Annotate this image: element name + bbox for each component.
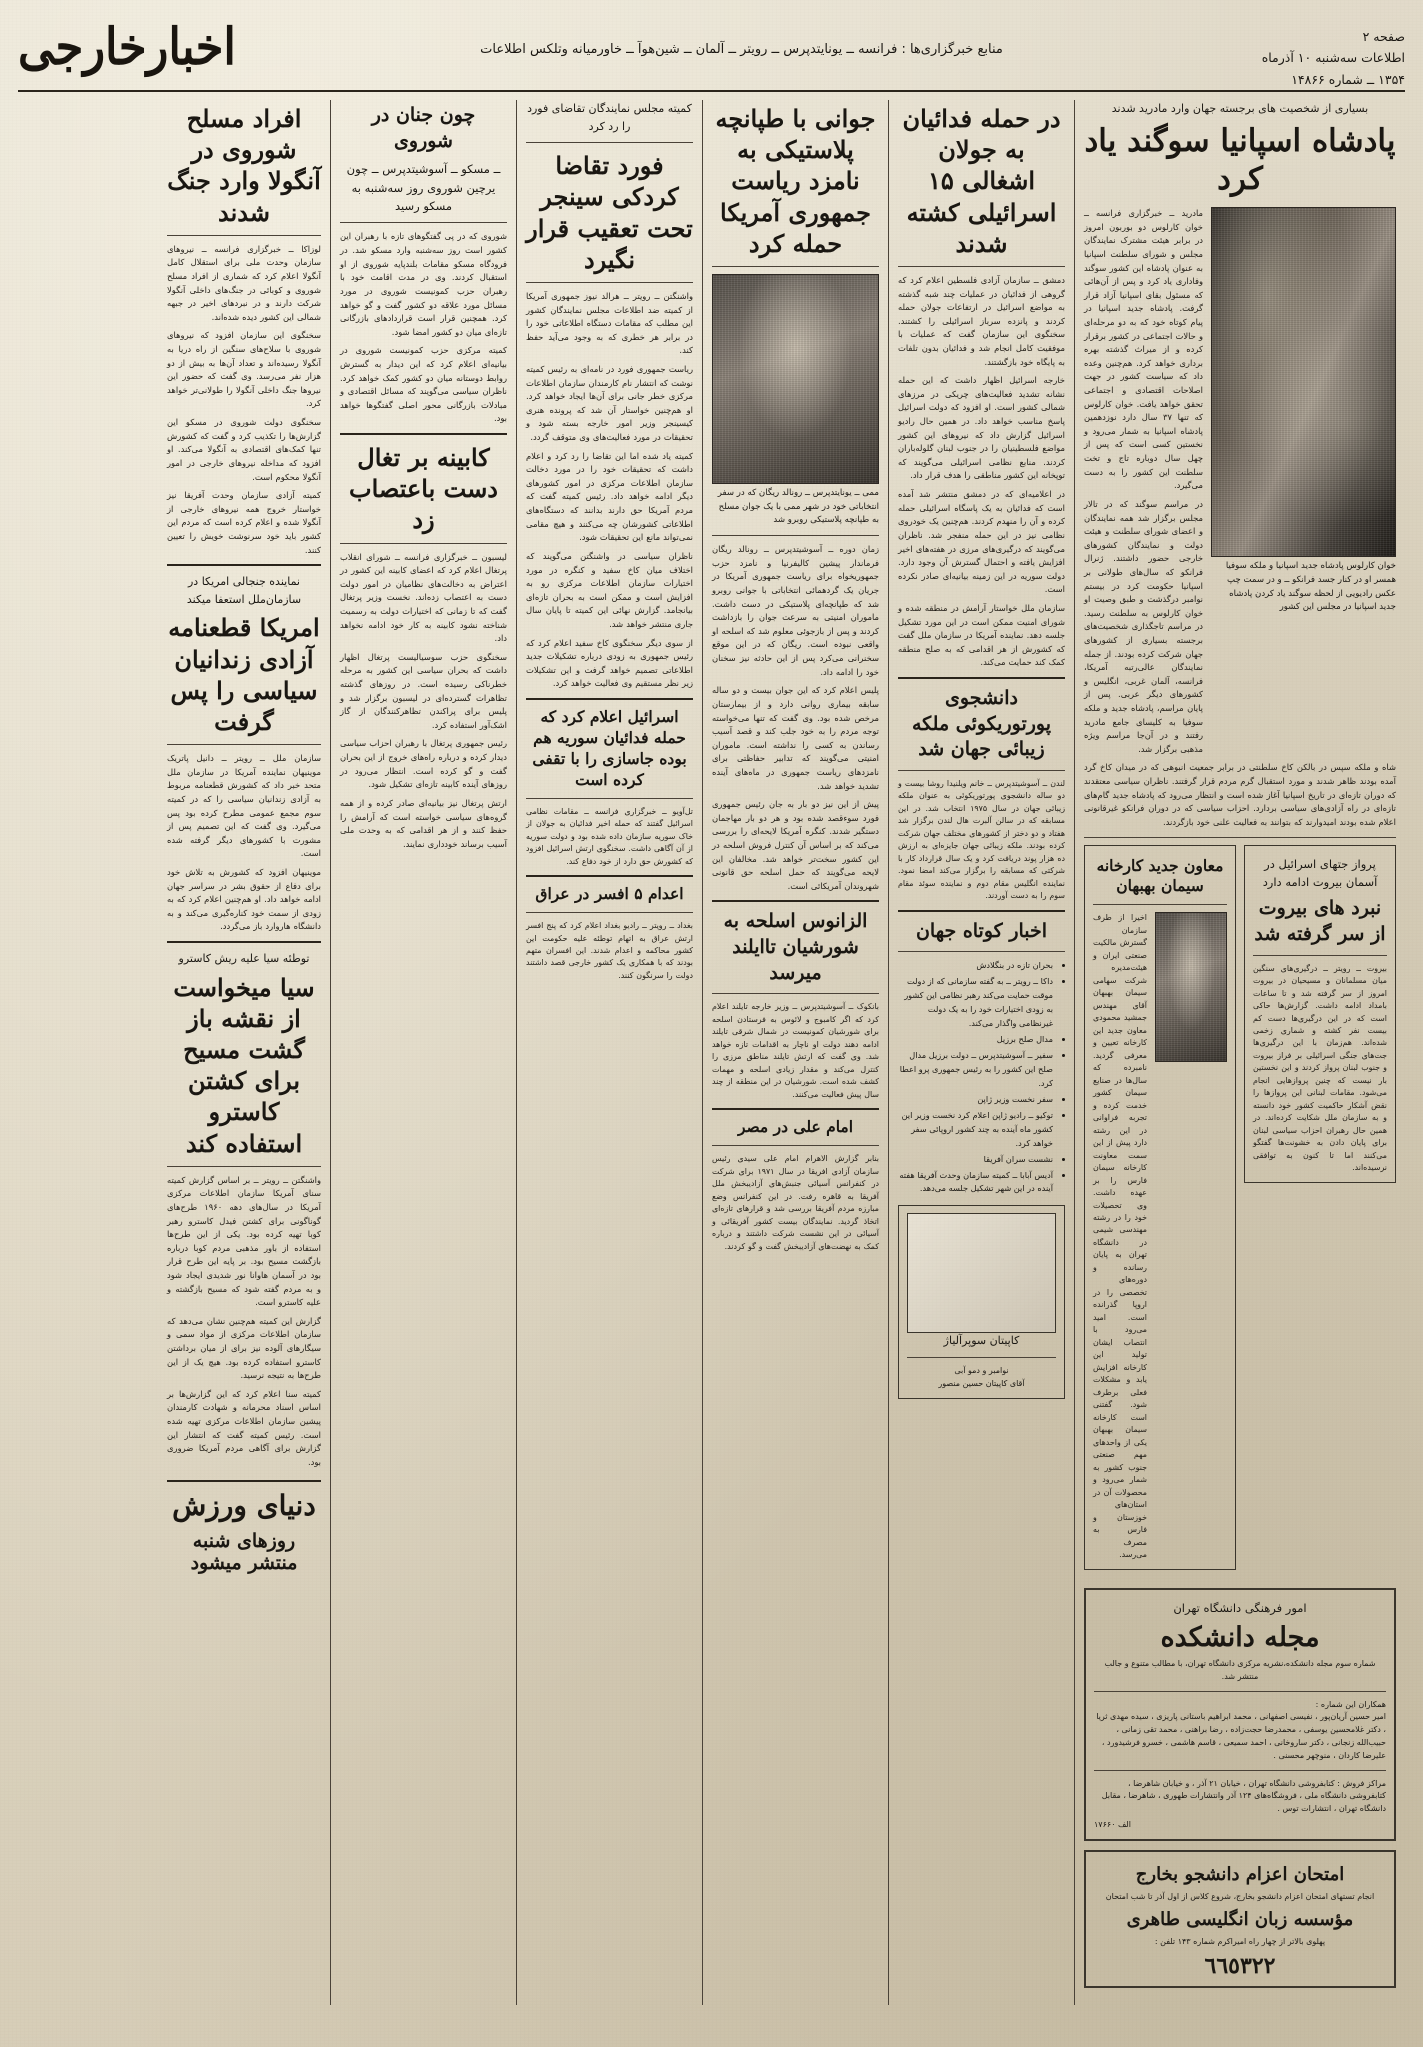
list-item: • بحران تازه در بنگلادش xyxy=(898,959,1053,973)
portugal-body-3: رئیس جمهوری پرتغال با رهبران احزاب سیاسی دیدار کرده و درباره راه‌های خروج از این بحران گفت و گو کرده است. انتظار می‌رود در روزهای آینده کابینه تازه‌ای تشکیل شود. xyxy=(340,738,507,790)
ad-university-address: مراکز فروش : کتابفروشی دانشگاه تهران ، خیابان ۲۱ آذر ، و خیابان شاهرضا ، کتابفروشی دانشگاه ملی ، فروشگاه‌های ۱۲۴ آذر وانتشارات طهوری ، شاهرضا ، مقابل دانشگاه تهران ، انتشارات توس . xyxy=(1101,1778,1386,1814)
soviet-body-1: شوروی که در پی گفتگوهای تازه با رهبران این کشور است روز سه‌شنبه وارد مسکو شد. در فرودگاه مسکو مقامات بلندپایه شوروی از او استقبال کردند. وی در مدت اقامت خود با رهبران حزب کمونیست شوروی در مورد مسائل مورد علاقه دو کشور گفت و گو خواهد کرد. همچنین قرار است قراردادهای بازرگانی تازه‌ای میان دو کشور امضا شود. xyxy=(340,231,507,337)
article-body-b: در مراسم سوگند که در تالار مجلس برگزار شد همه نمایندگان و اعضای شورای سلطنت و هیئت دولت و نمایندگان کشورهای خارجی حضور داشتند. ژنرال فرانکو که سال‌های طولانی بر اسپانیا حکومت کرد در بیستم نوامبر درگذشت و طبق وصیت او خوان کارلوس به سلطنت رسید. در مراسم تاجگذاری شخصیت‌های برجسته بسیاری از کشورهای جهان شرکت کرده بودند. از جمله نمایندگان عالی‌رتبه آمریکا، فرانسه، آلمان غربی، انگلیس و کشورهای دیگر عربی. پس از پایان مراسم، پادشاه جدید و ملکه سوفیا به کلیسای جامع مادرید رفتند و در آن‌جا مراسم ویژه مذهبی برگزار شد. xyxy=(1084,498,1203,754)
list-item: • سفر نخست وزیر ژاپن xyxy=(898,1093,1053,1107)
photo-reagan xyxy=(712,274,879,484)
ad-university-contrib-label: همکاران این شماره : xyxy=(1315,1699,1386,1709)
newspaper-logo xyxy=(18,14,308,77)
headline-soviet-visit: چون جنان در شوروی xyxy=(371,104,476,152)
headline-thailand-arms: الزانوس اسلحه به شورشیان تاایلند میرسد xyxy=(723,910,868,984)
sidebar-beirut-body: بیروت ــ رویتر ــ درگیری‌های سنگین میان مسلمانان و مسیحیان در بیروت امروز از سر گرفته شد و تا ساعات بامداد ادامه داشت. گزارش‌ها حاکی است که در این درگیری‌ها دست کم بیست نفر کشته و شماری زخمی شده‌اند. هم‌زمان با این درگیری‌ها جت‌های جنگی اسرائیلی بر فراز بیروت و جنوب لبنان پرواز کردند و این نخستین بار نیست که چنین پروازهایی انجام می‌شود. مقامات لبنانی این پروازها را نقض آشکار حاکمیت کشور خود دانسته و به سازمان ملل شکایت کرده‌اند. در همین حال رهبران احزاب سیاسی لبنان برای پایان دادن به خشونت‌ها گفتگو می‌کنند اما تا کنون به توافقی نرسیده‌اند. xyxy=(1253,963,1387,1173)
ad-captain-sub: نوامبر و دمو آبی xyxy=(954,1365,1009,1375)
kissinger-body-1: واشنگتن ــ رویتر ــ هرالد نیوز جمهوری آمریکا از کمیته ضد اطلاعات مجلس نمایندگان کشور این مطلب که مقامات دستگاه اطلاعاتی خود را در برابر هر خطری که به وجود می‌آید حفظ کند. xyxy=(526,290,693,356)
headline-angola: افراد مسلح شوروی در آنگولا وارد جنگ شدند xyxy=(167,104,321,227)
angola-body-1: لوزاکا ــ خبرگزاری فرانسه ــ نیروهای سازمان وحدت ملی برای استقلال کامل آنگولا اعلام کرد که شماری از افراد مسلح شوروی و کوبائی در جنگ‌های داخلی آنگولا شرکت دارند و در نبردهای اخیر در جبهه شمالی این کشور دیده شده‌اند. xyxy=(167,243,321,322)
sidebar-beirut xyxy=(1244,845,1396,1183)
moynihan-body-2: موینیهان افزود که کشورش به تلاش خود برای دفاع از حقوق بشر در سراسر جهان ادامه خواهد داد. او هم‌چنین اعلام کرد که به زودی از سمت خود کناره‌گیری می‌کند و به دانشگاه هاروارد باز می‌گردد. xyxy=(167,866,321,932)
headline-reagan-attack: جوانی با طپانچه پلاستیکی به نامزد ریاست جمهوری آمریکا حمله کرد xyxy=(715,104,876,258)
reagan-body-2: پلیس اعلام کرد که این جوان بیست و دو ساله سابقه بیماری روانی دارد و از بیمارستان مرخص شده بود. وی گفت که تنها می‌خواسته توجه مردم را به خود جلب کند و قصد آسیب رساندن به کسی را نداشته است. ماموران امنیتی می‌گویند که تدابیر حفاظتی برای نامزدهای ریاست جمهوری در ماه‌های آینده تشدید خواهد شد. xyxy=(712,685,879,791)
thailand-body: بانکوک ــ آسوشیتدپرس ــ وزیر خارجه تایلند اعلام کرد که اگر کامبوج و لائوس به فرستادن اسلحه برای شورشیان کمونیست در شمال شرقی تایلند ادامه دهند دولت او ناچار به اقدامات تازه خواهد شد. وی گفت که ارتش تایلند مناطق مرزی را کنترل می‌کند و مقدار زیادی اسلحه و مهمات کشف شده است. شورشیان در این منطقه از چند سال پیش فعالیت می‌کنند. xyxy=(712,1002,879,1099)
ad-captain-side: آقای کاپیتان حسین منصور xyxy=(938,1378,1025,1388)
kissinger-body-5: از سوی دیگر سخنگوی کاخ سفید اعلام کرد که رئیس جمهوری به زودی درباره تشکیلات جدید اطلاعاتی تصمیم خواهد گرفت و این تشکیلات زیر نظر مستقیم وی فعالیت خواهد کرد. xyxy=(526,637,693,689)
angola-body-4: کمیته آزادی سازمان وحدت آفریقا نیز خواستار خروج همه نیروهای خارجی از آنگولا شده و اعلام کرده است که مردم این کشور باید خود سرنوشت خویش را تعیین کنند. xyxy=(167,490,321,555)
kissinger-body-2: ریاست جمهوری فورد در نامه‌ای به رئیس کمیته نوشت که انتشار نام کارمندان سازمان اطلاعات مرکزی خطر جانی برای آن‌ها ایجاد خواهد کرد. او هم‌چنین خواستار آن شد که پرونده هنری کیسینجر وزیر امور خارجه بسته شود و تحقیقات در مورد فعالیت‌های وی متوقف گردد. xyxy=(526,363,693,443)
sidebar-cement-body: اخیرا از طرف سازمان گسترش مالکیت صنعتی ایران و هیئت‌مدیره شرکت سهامی سیمان بهبهان آقای مهندس جمشید محمودی معاون جدید این کارخانه تعیین و معرفی گردید. نامبرده که سال‌ها در صنایع سیمان کشور خدمت کرده و تجربه فراوانی در این رشته دارد پیش از این سمت معاونت کارخانه سیمان فارس را بر عهده داشت. وی تحصیلات خود را در رشته مهندسی شیمی در دانشگاه تهران به پایان رسانده و دوره‌های تخصصی را در اروپا گذرانده است. امید می‌رود با انتصاب ایشان تولید این کارخانه افزایش یابد و مشکلات فعلی برطرف شود. گفتنی است کارخانه سیمان بهبهان یکی از واحدهای مهم صنعتی جنوب کشور به شمار می‌رود و محصولات آن در استان‌های خوزستان و فارس به مصرف می‌رسد. xyxy=(1093,913,1147,1560)
sports-promo[interactable] xyxy=(167,1480,321,1574)
ad-university-kicker: امور فرهنگی دانشگاه تهران xyxy=(1173,1600,1307,1615)
miss-world-body: لندن ــ آسوشیتدپرس ــ خانم ویلنیدا روشا بیست و دو ساله دانشجوی پورتوریکوئی به عنوان ملکه زیبائی جهان در سال ۱۹۷۵ انتخاب شد. در این مسابقه که در سالن آلبرت هال لندن برگزار شد هفتاد و دو دختر از کشورهای مختلف جهان شرکت کرده بودند. ملکه زیبائی جهان جایزه‌ای به ارزش ده هزار پوند دریافت کرد و یک سال قرارداد کار با شرکتی که مسابقه را برگزار می‌کند امضا نمود. نماینده انگلیس مقام دوم و نماینده سوئد مقام سوم را به دست آوردند. xyxy=(898,778,1065,901)
reagan-body-1: زمان دوره ــ آسوشیتدپرس ــ رونالد ریگان فرماندار پیشین کالیفرنیا و نامزد حزب جمهوریخواه برای ریاست جمهوری آمریکا در جریان یک گردهمائی انتخاباتی با جوانی روبرو شد که طپانچه‌ای پلاستیکی در دست داشت. ماموران امنیتی به سرعت جوان را بازداشت کردند و پس از بازجوئی معلوم شد که اسلحه او واقعی نبوده است. ریگان که در این موقع سخنرانی می‌کرد پس از این حادثه نیز سخنان خود را ادامه داد. xyxy=(712,544,879,677)
kissinger-kicker: کمیته مجلس نمایندگان تقاضای فورد را رد کرد xyxy=(527,102,692,133)
news-sources-line: منابع خبرگزاری‌ها : فرانسه ــ یونایتدپرس ــ رویتر ــ آلمان ــ شین‌هوآ ــ خاورمیانه وتلکس اطلاعات xyxy=(480,42,1003,57)
headline-golan-attack: در حمله فدائیان به جولان اشغالی ۱۵ اسرائیلی کشته شدند xyxy=(902,104,1061,258)
sidebar-beirut-headline: نبرد های بیروت از سر گرفته شد xyxy=(1254,897,1386,945)
list-item: • توکیو ــ رادیو ژاپن اعلام کرد نخست وزیر این کشور ماه آینده به چند کشور اروپائی سفر خواهد کرد. xyxy=(898,1109,1053,1151)
angola-body-2: سخنگوی این سازمان افزود که نیروهای شوروی با سلاح‌های سنگین از راه دریا به آنگولا رسیده‌اند و تعداد آن‌ها به بیش از دو هزار نفر می‌رسد. وی گفت که حضور این نیروها جنگ داخلی آنگولا را طولانی‌تر خواهد کرد. xyxy=(167,330,321,409)
ad-english-title: مؤسسه زبان انگلیسی طاهری xyxy=(1126,1908,1354,1930)
ad-university-title: مجله دانشکده xyxy=(1160,1621,1320,1653)
sidebar-cement-headline: معاون جدید کارخانه سیمان بهبهان xyxy=(1096,855,1224,896)
cia-castro-body-2: گزارش این کمیته هم‌چنین نشان می‌دهد که سازمان اطلاعات مرکزی از مواد سمی و سیگارهای آلوده نیز برای از میان برداشتن کاسترو استفاده کرده بود. هیچ یک از این طرح‌ها به نتیجه نرسید. xyxy=(167,1315,321,1381)
headline-egypt: امام علی در مصر xyxy=(737,1117,854,1137)
kissinger-body-3: کمیته یاد شده اما این تقاضا را رد کرد و اعلام داشت که تحقیقات خود را در مورد دخالت سازمان اطلاعات مرکزی در امور کشورهای دیگر ادامه خواهد داد. رئیس کمیته گفت که مردم آمریکا حق دارند بدانند که دستگاه‌های اطلاعاتی کشورشان چه می‌کنند و هیچ مقامی نمی‌تواند مانع این تحقیقات شود. xyxy=(526,450,693,543)
column-angola xyxy=(158,100,331,2005)
israel-statement-body: تل‌آویو ــ خبرگزاری فرانسه ــ مقامات نظامی اسرائیل گفتند که حمله اخیر فدائیان به جولان از خاک سوریه سازمان داده شده بود و دولت سوریه از آن آگاهی داشت. سخنگوی ارتش اسرائیل افزود که کشورش حق دارد از خود دفاع کند. xyxy=(526,806,693,866)
sports-promo-title: دنیای ورزش xyxy=(172,1488,316,1522)
headline-portugal-cabinet: کابینه بر تغال دست باعتصاب زد xyxy=(349,442,498,535)
headline-cia-castro: سیا میخواست از نقشه باز گشت مسیح برای کشتن کاسترو استفاده کند xyxy=(173,972,315,1158)
iraq-executions-body: بغداد ــ رویتر ــ رادیو بغداد اعلام کرد که پنج افسر ارتش عراق به اتهام توطئه علیه حکومت این کشور محاکمه و اعدام شدند. این افسران متهم بودند که با همکاری یک کشور خارجی قصد داشتند دولت را سرنگون کنند. xyxy=(526,921,693,980)
moynihan-kicker: نماینده جنجالی امریکا در سازمان‌ملل استعفا میکند xyxy=(186,575,302,606)
sports-promo-subtitle: روزهای شنبه منتشر میشود xyxy=(190,1529,298,1574)
ad-university-contributors: امیر حسین آریان‌پور ، نفیسی اصفهانی ، محمد ابراهیم باستانی پاریزی ، سیده مهدی ثریا ، دکتر غلامحسین یوسفی ، محمدرضا حجت‌زاده ، رضا براهنی ، محمد تقی زمانی ، حبیب‌الله زنجانی ، دکتر ساروخانی ، احمد سمیعی ، قاسم هاشمی ، خسرو فرشیدورد ، علیرضا کاردان ، منوچهر محسنی . xyxy=(1096,1712,1386,1760)
ad-english-kicker: امتحان اعزام دانشجو بخارج xyxy=(1135,1863,1345,1885)
ad-english-address: پهلوی بالاتر از چهار راه امیراکرم شماره ۱۴۳ تلفن : xyxy=(1154,1937,1326,1947)
cia-castro-body-1: واشنگتن ــ رویتر ــ بر اساس گزارش کمیته سنای آمریکا سازمان اطلاعات مرکزی آمریکا در سال‌های دهه ۱۹۶۰ طرح‌های گوناگونی برای کشتن فیدل کاسترو رهبر کوبا تهیه کرده بود. یکی از این طرح‌ها استفاده از باور مذهبی مردم کوبا درباره بازگشت مسیح بود. بر پایه این طرح قرار بود در آسمان هاوانا نور شدیدی ایجاد شود و به مردم گفته شود که مسیح بازگشته و علیه کاسترو است. xyxy=(167,1174,322,1308)
masthead xyxy=(18,14,1405,92)
world-briefs-list xyxy=(898,959,1065,1196)
ad-english-body: انجام تستهای امتحان اعزام دانشجو بخارج، شروع کلاس از اول آذر تا شب امتحان xyxy=(1105,1892,1375,1901)
egypt-body: بنابر گزارش الاهرام امام علی سیدی رئیس سازمان آزادی افریقا در سال ۱۹۷۱ برای شرکت در کنفرانس آسیائی جنبش‌های آزادیبخش ملل آفریقا به قاهره رفت. در این کنفرانس وضع مبارزه مردم آفریقا بررسی شد و قرارهای تازه‌ای اتخاذ گردید. نمایندگان بیست کشور آفریقائی و آسیائی در این نشست شرکت داشتند و درباره کمک به نهضت‌های آزادیبخش گفت و گو کردند. xyxy=(712,1154,879,1251)
photo-cement-manager xyxy=(1155,912,1227,1062)
portugal-body-4: ارتش پرتغال نیز بیانیه‌ای صادر کرده و از همه گروه‌های سیاسی خواسته است که آرامش را حفظ کنند و از هر اقدامی که به وحدت ملی آسیب برساند خودداری نمایند. xyxy=(340,797,507,849)
column-reagan xyxy=(703,100,889,2005)
soviet-visit-subhead: ــ مسکو ــ آسوشیتدپرس ــ چون یرچین شوروی روز سه‌شنبه به مسکو رسید xyxy=(346,162,501,214)
photo-king-spain xyxy=(1211,207,1396,557)
ad-captain-image xyxy=(907,1213,1056,1333)
issue-line: ۱۳۵۴ ــ شماره ۱۴۸۶۶ xyxy=(1291,71,1405,87)
column-soviet-visit xyxy=(331,100,517,2005)
page-label: صفحه ۲ xyxy=(1362,29,1405,44)
list-item: • سفیر ــ آسوشیتدپرس ــ دولت برزیل مدال صلح این کشور را به رئیس جمهوری پرو اعطا کرد. xyxy=(898,1049,1053,1091)
logo-text: اخبارخارجی xyxy=(18,16,236,77)
soviet-body-2: کمیته مرکزی حزب کمونیست شوروی در بیانیه‌ای اعلام کرد که این دیدار به گسترش روابط دوستانه میان دو کشور کمک خواهد کرد. ناظران سیاسی می‌گویند که مسائل اقتصادی و مبادلات بازرگانی محور اصلی گفتگوها خواهد بود. xyxy=(340,345,507,424)
headline-iraq-executions: اعدام ۵ افسر در عراق xyxy=(535,884,684,904)
angola-body-3: سخنگوی دولت شوروی در مسکو این گزارش‌ها را تکذیب کرد و گفت که کشورش تنها کمک‌های اقتصادی به آنگولا می‌کند. او افزود که مداخله نیروهای خارجی در امور آنگولا محکوم است. xyxy=(167,417,321,482)
ad-university-journal[interactable] xyxy=(1084,1588,1396,1841)
cia-castro-kicker: توطئه سیا علیه ریش کاسترو xyxy=(178,952,310,966)
reagan-body-3: پیش از این نیز دو بار به جان رئیس جمهوری فورد سوءقصد شده بود و هر دو بار مهاجمان دستگیر شدند. کنگره آمریکا لایحه‌ای را بررسی می‌کند که بر اساس آن کنترل فروش اسلحه در این کشور سخت‌تر خواهد شد. مخالفان این لایحه می‌گویند که حمل اسلحه حق قانونی شهروندان آمریکائی است. xyxy=(712,799,879,891)
headline-israel-statement: اسرائیل اعلام کرد که حمله فدائیان سوریه هم بوده جاسازی را با تقفی کرده است xyxy=(532,707,687,789)
list-item: • آدیس آبابا ــ کمیته سازمان وحدت آفریقا هفته آینده در این شهر تشکیل جلسه می‌دهد. xyxy=(898,1169,1053,1197)
ad-english-institute[interactable] xyxy=(1084,1850,1396,1988)
article-kicker: بسیاری از شخصیت های برجسته جهان وارد مادرید شدند xyxy=(1111,102,1369,115)
column-main-article xyxy=(1075,100,1405,2005)
ad-captain-title: کاپیتان سوپرآلیاژ xyxy=(943,1334,1020,1348)
sidebar-cement-factory xyxy=(1084,845,1236,1570)
list-item: • داکا ــ رویتر ــ به گفته سازمانی که از دولت موقت حمایت می‌کند رهبر نظامی این کشور به زودی اختیارات خود را به یک دولت غیرنظامی واگذار می‌کند. xyxy=(898,975,1053,1031)
date-line: اطلاعات سه‌شنبه ۱۰ آذرماه xyxy=(1261,50,1405,66)
headline-miss-world: دانشجوی پورتوریکوئی ملکه زیبائی جهان شد xyxy=(911,687,1052,761)
golan-body-3: در اعلامیه‌ای که در دمشق منتشر شد آمده است که فدائیان به یک پاسگاه اسرائیلی حمله کرده و آن را منهدم کردند. هم‌چنین یک خودروی نظامی نیز در این حمله منفجر شد. ناظران می‌گویند که درگیری‌های مرزی در هفته‌های اخیر افزایش یافته و احتمال گسترش آن وجود دارد. دولت سوریه در این زمینه بیانیه‌ای صادر نکرده است. xyxy=(898,489,1065,595)
article-headline-king-spain: پادشاه اسپانیا سوگند یاد کرد xyxy=(1084,122,1396,198)
golan-body-4: سازمان ملل خواستار آرامش در منطقه شده و شورای امنیت ممکن است در این مورد تشکیل جلسه دهد. نماینده آمریکا در سازمان ملل گفت که کشورش از هر اقدامی که به صلح منطقه کمک کند حمایت می‌کند. xyxy=(898,602,1065,668)
kissinger-body-4: ناظران سیاسی در واشنگتن می‌گویند که اختلاف میان کاخ سفید و کنگره در مورد اختیارات سازمان اطلاعات مرکزی رو به افزایش است و ممکن است به بحران تازه‌ای بیانجامد. گزارش نهائی این کمیته تا پایان سال جاری منتشر خواهد شد. xyxy=(526,550,693,629)
page-columns xyxy=(18,100,1405,2005)
article-body-a: مادرید ــ خبرگزاری فرانسه ــ خوان کارلوس دو بوربون امروز در برابر هیئت مشترک نمایندگان مجلس و شورای سلطنت اسپانیا به عنوان پادشاه این کشور سوگند وفاداری یاد کرد و پس از آن‌هائی که مسئول بقای اسپانیا آزاد قرار گرفت. پادشاه جدید اسپانیا در پیام کوتاه خود که به دو مرحله‌ای و حالات اجتماعی در کشور برقرار کرده و از میراث گذشته بهره برداری خواهد کرد. هم‌چنین وعده داد که سیاست کشور در جهت اصلاحات اقتصادی و اجتماعی تحقق خواهد یافت. خوان کارلوس که تنها ۳۷ سال دارد نوزدهمین پادشاه اسپانیا به شمار می‌رود و نخستین کسی است که پس از چهل سال دوباره تاج و تخت سلطنت این کشور را به دست می‌گیرد. xyxy=(1084,208,1203,491)
column-kissinger xyxy=(517,100,703,2005)
ad-captain[interactable] xyxy=(898,1205,1065,1398)
ad-university-sub: شماره سوم مجله دانشکده،نشریه مرکزی دانشگاه تهران، با مطالب متنوع و جالب منتشر شد. xyxy=(1104,1658,1376,1681)
headline-world-briefs: اخبار کوتاه جهان xyxy=(915,919,1048,942)
portugal-body-1: لیسبون ــ خبرگزاری فرانسه ــ شورای انقلاب پرتغال اعلام کرد که اعضای کابینه این کشور در اعتراض به دخالت‌های نظامیان در امور دولت دست به اعتصاب زده‌اند. نخست وزیر پرتغال گفت که تا زمانی که اختیارات دولت به رسمیت شناخته نشود کابینه به کار خود ادامه نخواهد داد. xyxy=(340,551,507,644)
photo-caption-reagan: ممی ــ یونایتدپرس ــ رونالد ریگان که در سفر انتخاباتی خود در شهر ممی با یک جوان مسلح به طپانچه پلاستیکی روبرو شد xyxy=(717,487,879,526)
headline-kissinger: فورد تقاضا کردکی سینجر تحت تعقیب قرار نگیرد xyxy=(526,151,693,274)
sidebar-beirut-kicker: پرواز جتهای اسرائیل در آسمان بیروت ادامه دارد xyxy=(1262,856,1378,889)
masthead-issue-info xyxy=(1175,14,1405,90)
portugal-body-2: سخنگوی حزب سوسیالیست پرتغال اظهار داشت که بحران سیاسی این کشور به مرحله خطرناکی رسیده است. در روزهای گذشته تظاهرات گسترده‌ای در لیسبون برگزار شد و پلیس برای پراکندن تظاهرکنندگان از گاز اشک‌آور استفاده کرد. xyxy=(340,651,507,730)
column-golan-attack xyxy=(889,100,1075,2005)
article-body-c: شاه و ملکه سپس در بالکن کاخ سلطنتی در برابر جمعیت انبوهی که در میدان کاخ گرد آمده بودند ظاهر شدند و مورد استقبال گرم مردم قرار گرفتند. ناظران سیاسی معتقدند که دوران تازه‌ای در تاریخ اسپانیا آغاز شده است و انتظار می‌رود که پادشاه جدید گام‌های تازه‌ای در راه آزادی‌های سیاسی بردارد. احزاب سیاسی که در دوران فرانکو غیرقانونی اعلام شده بودند امیدوارند که بتوانند به فعالیت علنی خود بازگردند. xyxy=(1084,762,1396,827)
golan-body-2: خارجه اسرائیل اظهار داشت که این حمله نشانه تشدید فعالیت‌های چریکی در مرزهای شمالی کشور است. او افزود که دولت اسرائیل پاسخ مناسب خواهد داد. در همین حال رادیو اسرائیل گزارش داد که نیروهای این کشور مواضع فلسطینیان را در جنوب لبنان گلوله‌باران کردند. منابع نظامی اسرائیلی می‌گویند که توپخانه این کشور مناطقی را هدف قرار داد. xyxy=(898,375,1065,481)
list-item: • نشست سران آفریقا xyxy=(898,1153,1053,1167)
list-item: • مدال صلح برزیل xyxy=(898,1033,1053,1047)
headline-moynihan: امریکا قطعنامه آزادی زندانیان سیاسی را پس گرفت xyxy=(168,613,320,736)
moynihan-body-1: سازمان ملل ــ رویتر ــ دانیل پاتریک موینیهان نماینده آمریکا در سازمان ملل متحد خبر داد که کشورش قطعنامه مربوط به آزادی زندانیان سیاسی را که در کمیته سوم مجمع عمومی مطرح کرده بود پس می‌گیرد. وی گفت که این تصمیم پس از مشورت با کشورهای دیگر گرفته شده است. xyxy=(167,753,321,859)
ad-english-phone[interactable]: ٦٦٥٣٢٢ xyxy=(1204,1952,1276,1979)
cia-castro-body-3: کمیته سنا اعلام کرد که این گزارش‌ها بر اساس اسناد محرمانه و شهادت کارمندان پیشین سازمان اطلاعات مرکزی تهیه شده است. رئیس کمیته گفت که انتشار این گزارش برای آگاهی مردم آمریکا ضروری بود. xyxy=(167,1388,321,1467)
golan-body-1: دمشق ــ سازمان آزادی فلسطین اعلام کرد که گروهی از فدائیان در عملیات چند شبه گذشته به مواضع اسرائیل در ارتفاعات جولان حمله کردند و پانزده سرباز اسرائیلی را کشتند. سخنگوی این سازمان گفت که عملیات با موفقیت کامل انجام شد و فدائیان بدون تلفات به پایگاه خود بازگشتند. xyxy=(898,274,1065,367)
photo-caption-king-spain: خوان کارلوس پادشاه جدید اسپانیا و ملکه سوفیا همسر او در کنار جسد فرانکو ــ و در سمت چپ عکس رادیویی از لحظه سوگند یاد کردن پادشاه جدید اسپانیا در مجلس این کشور xyxy=(1225,561,1396,613)
ad-university-code: الف ۱۷۶۶۰ xyxy=(1094,1819,1131,1829)
